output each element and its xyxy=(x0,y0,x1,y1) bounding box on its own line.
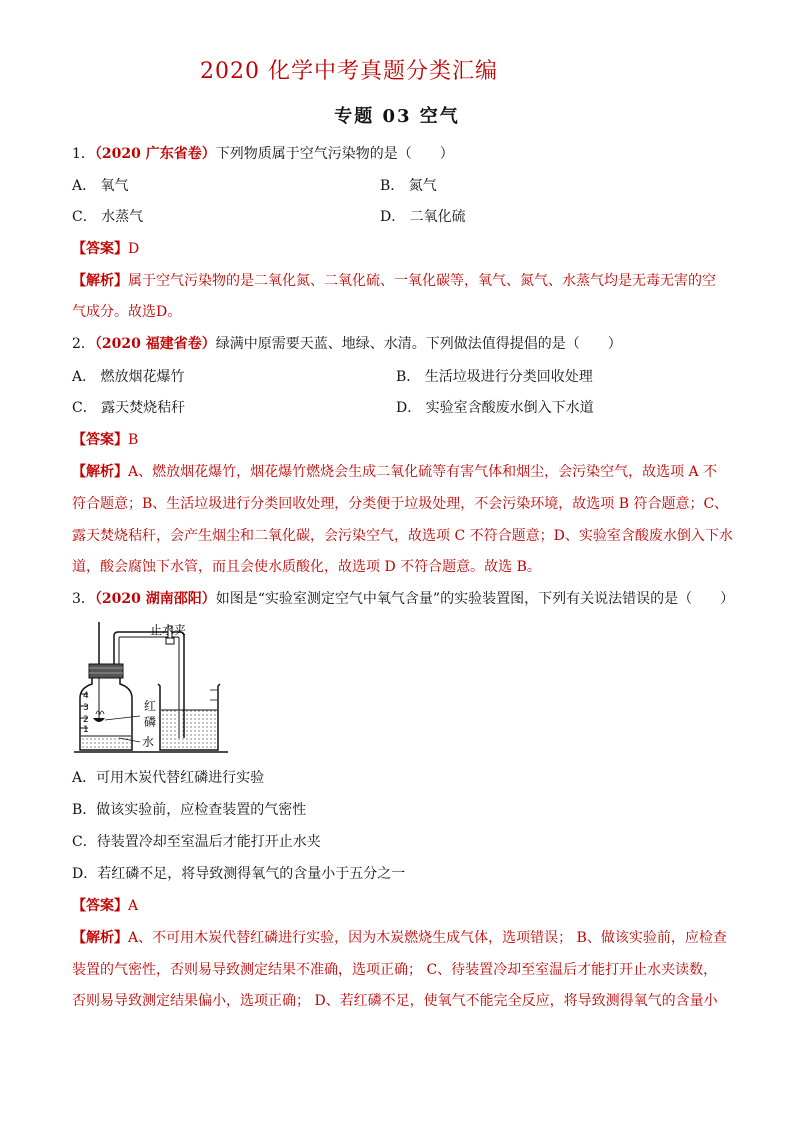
analysis-line xyxy=(72,462,740,482)
scale-mark-3: 3 xyxy=(83,703,89,713)
answer-line xyxy=(72,239,740,259)
answer-tag: 【答案】 xyxy=(72,241,128,257)
analysis-line: 装置的气密性，否则易导致测定结果不准确，选项正确； C、待装置冷却至室温后才能打开止水夹读数， xyxy=(72,962,718,978)
combustion-spoon xyxy=(93,718,105,722)
analysis-tag: 【解析】 xyxy=(72,930,128,946)
analysis-tag: 【解析】 xyxy=(72,464,128,480)
clamp-label: 止水夹 xyxy=(150,623,187,637)
question-text: 如图是“实验室测定空气中氧气含量”的实验装置图，下列有关说法错误的是（ ） xyxy=(215,591,735,607)
question-number: 2． xyxy=(72,336,95,352)
analysis-text: A、燃放烟花爆竹，烟花爆竹燃烧会生成二氧化硫等有害气体和烟尘，会污染空气，故选项 A 不 xyxy=(128,464,718,480)
analysis-line: 气成分。故选D。 xyxy=(72,304,182,320)
phosphorus-label-char-1: 红 xyxy=(144,699,157,713)
option-d: D．若红磷不足，将导致测得氧气的含量小于五分之一 xyxy=(72,866,406,882)
question-number: 3． xyxy=(72,591,95,607)
option-b: B．做该实验前，应检查装置的气密性 xyxy=(72,802,307,818)
analysis-line xyxy=(72,928,740,948)
question-3-stem xyxy=(72,589,740,609)
analysis-text: 属于空气污染物的是二氧化氮、二氧化硫、一氧化碳等，氧气、氮气、水蒸气均是无毒无害的空 xyxy=(128,273,716,289)
scale-mark-2: 2 xyxy=(83,715,89,725)
answer-line xyxy=(72,430,740,450)
water-label: 水 xyxy=(142,735,155,749)
option-a: A． 燃放烟花爆竹 xyxy=(72,369,185,385)
option-c: C．待装置冷却至室温后才能打开止水夹 xyxy=(72,834,321,850)
phosphorus-label-char-2: 磷 xyxy=(144,715,157,729)
option-c: C． 水蒸气 xyxy=(72,209,144,225)
question-source: （2020 湖南邵阳） xyxy=(94,591,216,607)
answer-value: D xyxy=(128,241,140,257)
analysis-line: 否则易导致测定结果偏小，选项正确； D、若红磷不足，使氧气不能完全反应，将导致测得氧气的含量小 xyxy=(72,993,718,1009)
question-text: 下列物质属于空气污染物的是（ ） xyxy=(215,146,454,162)
option-a: A． 氧气 xyxy=(72,178,129,194)
question-1-stem xyxy=(72,144,740,164)
question-source: （2020 广东省卷） xyxy=(94,146,216,162)
option-d: D． 二氧化硫 xyxy=(380,209,466,225)
answer-value: B xyxy=(128,432,139,448)
answer-tag: 【答案】 xyxy=(72,432,128,448)
rubber-stopper xyxy=(89,664,123,678)
scale-mark-4: 4 xyxy=(83,691,89,701)
beaker-water xyxy=(161,710,217,749)
option-b: B． 氮气 xyxy=(380,178,437,194)
answer-value: A xyxy=(128,898,139,914)
analysis-line xyxy=(72,271,740,291)
bottle-water xyxy=(81,736,131,749)
question-text: 绿满中原需要天蓝、地绿、水清。下列做法值得提倡的是（ ） xyxy=(215,336,622,352)
scale-mark-1: 1 xyxy=(83,725,89,735)
analysis-line: 符合题意；B、生活垃圾进行分类回收处理，分类便于垃圾处理，不会污染环境，故选项 B 符合题意；C、 xyxy=(72,496,729,512)
option-a: A．可用木炭代替红磷进行实验 xyxy=(72,770,265,786)
option-b: B． 生活垃圾进行分类回收处理 xyxy=(396,369,593,385)
question-2-stem xyxy=(72,334,740,354)
document-title: 2020 化学中考真题分类汇编 xyxy=(200,59,498,84)
option-d: D． 实验室含酸废水倒入下水道 xyxy=(396,400,594,416)
analysis-line: 道，酸会腐蚀下水管，而且会使水质酸化，故选项 D 不符合题意。故选 B。 xyxy=(72,559,541,575)
analysis-tag: 【解析】 xyxy=(72,273,128,289)
answer-line xyxy=(72,896,740,916)
answer-tag: 【答案】 xyxy=(72,898,128,914)
option-c: C． 露天焚烧秸秆 xyxy=(72,400,186,416)
analysis-text: A、不可用木炭代替红磷进行实验，因为木炭燃烧生成气体，选项错误； B、做该实验前，应检查 xyxy=(128,930,727,946)
analysis-line: 露天焚烧秸秆，会产生烟尘和二氧化碳，会污染空气，故选项 C 不符合题意；D、实验室含酸废水倒入下水 xyxy=(72,528,733,544)
question-number: 1． xyxy=(72,146,95,162)
experiment-apparatus-figure xyxy=(74,618,234,758)
topic-title: 专题 03 空气 xyxy=(334,106,460,127)
question-source: （2020 福建省卷） xyxy=(94,336,216,352)
